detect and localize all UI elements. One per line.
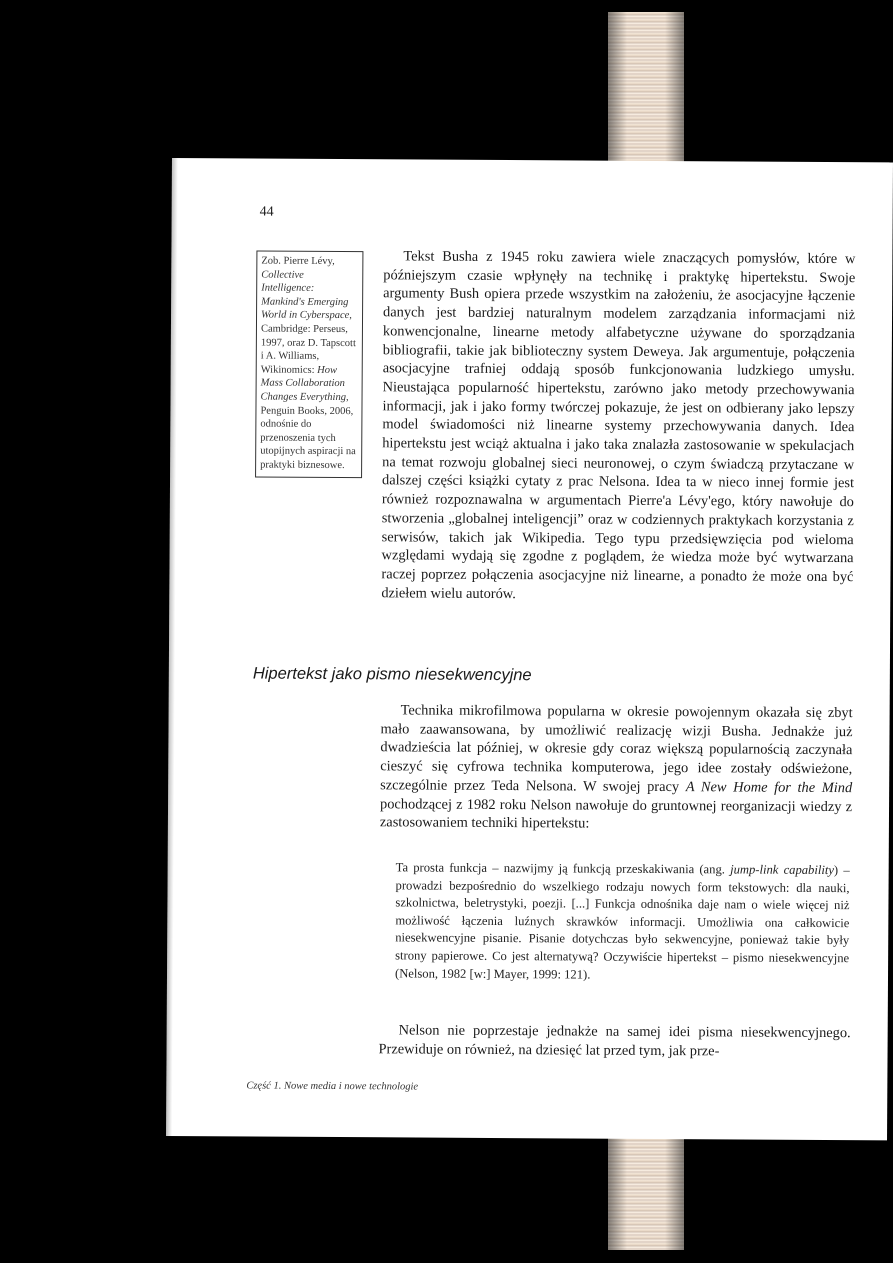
paragraph-text: Technika mikrofilmowa popularna w okresie powojennym okazała się zbyt mało zaawansowana, by umożliwić realizację wizji Busha. Jednakże już dwadzieścia lat później, w okresie gdy coraz większą popularnością zaczynała cieszyć się cyfrowa technika komputerowa, jego idee zostały odświeżone, szczególnie przez Teda Nelsona. W swojej pracy bbox=[380, 702, 853, 795]
sidenote-box bbox=[255, 251, 363, 478]
sidenote-text: , Penguin Books, 2006, odnośnie do przenoszenia tych utopijnych aspiracji na praktyki biznesowe. bbox=[260, 392, 356, 471]
page-edge-shadow bbox=[166, 158, 178, 1136]
block-quote bbox=[395, 859, 850, 985]
scanner-glare-bottom bbox=[608, 1138, 684, 1250]
quote-text: Ta prosta funkcja – nazwijmy ją funkcją przeskakiwania (ang. bbox=[395, 860, 731, 877]
book-title: A New Home for the Mind bbox=[685, 778, 853, 796]
book-page bbox=[166, 158, 893, 1140]
scanner-glare-top bbox=[608, 12, 684, 170]
paragraph-bush: Tekst Busha z 1945 roku zawiera wiele znaczących pomysłów, które w późniejszym czasie wpłynęły na technikę i praktykę hipertekstu. Swoje argumenty Bush opiera przede wszystkim na założeniu, że asocjacyjne łączenie danych jest bardziej naturalnym modelem zarządzania informacjami niż konwencjonalne, linearne metody alfabetyczne używane do sporządzania bibliografii, takie jak biblioteczny system Deweya. Jak argumentuje, połączenia asocjacyjne trafniej oddają sposób funkcjonowania ludzkiego umysłu. Nieustająca popularność hipertekstu, zarówno jako metody przechowywania informacji, jak i jako formy twórczej pokazuje, że jest on odbierany jako lepszy model świadomości niż linearne systemy przechowywania danych. Idea hipertekstu jest wciąż aktualna i jako taka znalazła zastosowanie w spekulacjach na temat rozwoju globalnej sieci neuronowej, o czym świadczą przytaczane w dalszej części książki cytaty z prac Nelsona. Idea ta w nieco innej formie jest również rozpoznawalna w argumentach Pierre'a Lévy'ego, który nawołuje do stworzenia „globalnej inteligencji” oraz w codziennych praktykach korzystania z serwisów, takich jak Wikipedia. Tego typu przedsięwzięcia pod wieloma względami wydają się zgodne z poglądem, że wiedza może być wytwarzana raczej poprzez połączenia asocjacyjne niż linearne, a ponadto że może ona być dziełem wielu autorów. bbox=[381, 248, 856, 602]
page-number: 44 bbox=[259, 204, 274, 220]
running-footer: Część 1. Nowe media i nowe technologie bbox=[246, 1080, 419, 1093]
section-heading: Hipertekst jako pismo niesekwencyjne bbox=[252, 664, 532, 685]
paragraph-text: pochodzącej z 1982 roku Nelson nawołuje do gruntownej reorganizacji wiedzy z zastosowaniem techniki hipertekstu: bbox=[379, 795, 853, 832]
sidenote-text: , Cambridge: Perseus, 1997, oraz D. Tapscott i A. Williams, Wikinomics: bbox=[260, 310, 356, 376]
quote-text: ) – prowadzi bezpośrednio do wszelkiego rodzaju nowych form tekstowych: dla nauki, szkolnictwa, beletrystyki, poezji. [...] Funkcja odnośnika daje nam o wiele więcej niż możliwość łączenia luźnych skrawków informacji. Umożliwia ona całkowicie niesekwencyjne pisanie. Pisanie dotychczas było sekwencyjne, ponieważ takie były strony papierowe. Co jest alternatywą? Oczywiście hipertekst – pismo niesekwencyjne (Nelson, 1982 [w:] Mayer, 1999: 121). bbox=[394, 863, 850, 982]
paragraph-continuation: Nelson nie poprzestaje jednakże na samej idei pisma niesekwencyjnego. Przewiduje on również, na dziesięć lat przed tym, jak prze- bbox=[378, 1022, 851, 1060]
sidenote-title: How Mass Collaboration Changes Everything bbox=[260, 364, 347, 404]
paragraph-nelson bbox=[380, 701, 853, 835]
sidenote-title: Collective Intelligence: Mankind's Emerging World in Cyberspace bbox=[261, 269, 350, 322]
quote-term: jump-link capability bbox=[730, 862, 835, 878]
sidenote-text: Zob. Pierre Lévy, bbox=[261, 255, 335, 267]
